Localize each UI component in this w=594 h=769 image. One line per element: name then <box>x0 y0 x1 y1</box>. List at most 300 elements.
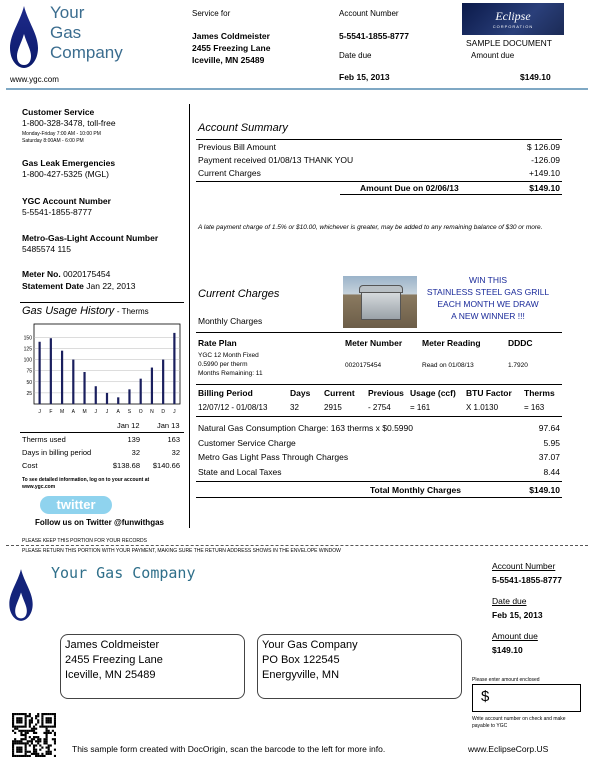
qr-module <box>41 715 43 717</box>
qr-module <box>25 723 27 725</box>
rate-plan-header: Rate Plan <box>198 338 237 348</box>
charges-rule-2 <box>196 384 562 385</box>
qr-module <box>16 740 18 742</box>
summary-row-value: $ 126.09 <box>526 142 560 152</box>
qr-module <box>39 744 41 746</box>
chart-y-tick-label: 125 <box>23 346 32 353</box>
qr-module <box>14 738 16 740</box>
usage-col-jan13: Jan 13 <box>157 421 180 430</box>
qr-module <box>50 719 52 721</box>
charge-line-label: Natural Gas Consumption Charge: 163 therms x $0.5990 <box>198 423 413 433</box>
charge-line-value: 8.44 <box>543 466 560 477</box>
amount-enclosed-field[interactable] <box>472 684 581 712</box>
promo-line-2: STAINLESS STEEL GAS GRILL <box>426 287 550 297</box>
summary-total-value: $149.10 <box>529 183 560 193</box>
customer-service-hours-saturday: Saturday 8:00AM - 6:00 PM <box>22 138 84 144</box>
qr-module <box>54 755 56 757</box>
qr-module <box>29 721 31 723</box>
qr-module <box>48 719 50 721</box>
gas-flame-logo-icon <box>6 4 42 70</box>
qr-module <box>16 751 18 753</box>
chart-y-tick-label: 25 <box>26 390 32 397</box>
from-address-box <box>60 634 245 699</box>
summary-row-label: Previous Bill Amount <box>198 142 276 152</box>
qr-module <box>43 738 45 740</box>
charges-total-label: Total Monthly Charges <box>370 485 461 495</box>
chart-bar <box>95 386 97 404</box>
qr-module <box>25 715 27 717</box>
chart-y-tick-label: 150 <box>23 335 32 342</box>
qr-module <box>48 751 50 753</box>
qr-module <box>12 719 14 721</box>
statement-date-value: Jan 22, 2013 <box>86 281 136 291</box>
qr-module <box>18 717 20 719</box>
chart-bar <box>50 338 52 404</box>
qr-module <box>22 713 24 715</box>
qr-module <box>16 749 18 751</box>
qr-module <box>54 742 56 744</box>
ygc-account-title: YGC Account Number <box>22 196 111 206</box>
qr-module <box>12 755 14 757</box>
usage-row-jan12: 139 <box>127 435 140 444</box>
qr-module <box>20 713 22 715</box>
qr-module <box>35 749 37 751</box>
qr-module <box>48 713 50 715</box>
meter-number-value: 0020175454 <box>63 269 111 279</box>
qr-module <box>54 721 56 723</box>
gas-leak-title: Gas Leak Emergencies <box>22 158 116 168</box>
qr-module <box>35 744 37 746</box>
qr-module <box>37 755 39 757</box>
qr-module <box>33 730 35 732</box>
qr-module <box>33 749 35 751</box>
chart-x-tick-label: N <box>150 409 154 415</box>
qr-module <box>43 713 45 715</box>
qr-module <box>50 726 52 728</box>
chart-bar <box>173 333 175 404</box>
chart-bar <box>117 397 119 404</box>
current-charges-title: Current Charges <box>198 288 280 300</box>
dddc-value-cell: 1.7920 <box>508 362 528 369</box>
summary-rule-3 <box>340 194 562 195</box>
chart-bar <box>83 372 85 404</box>
qr-module <box>16 717 18 719</box>
statement-date-line <box>22 281 135 291</box>
mgl-account-title: Metro-Gas-Light Account Number <box>22 233 159 243</box>
qr-module <box>25 713 27 715</box>
charge-lines <box>198 421 560 479</box>
chart-x-tick-label: M <box>82 409 87 415</box>
usage-history-unit: - Therms <box>116 307 149 316</box>
mgl-account-number: 5485574 115 <box>22 244 72 254</box>
qr-module <box>41 755 43 757</box>
usage-row-label: Days in billing period <box>22 448 92 457</box>
chart-bar <box>106 393 108 404</box>
chart-x-tick-label: J <box>173 409 176 415</box>
promo-line-1: WIN THIS <box>468 275 508 285</box>
qr-module <box>46 728 48 730</box>
billing-value-cell: X 1.0130 <box>466 403 499 412</box>
qr-module <box>54 719 56 721</box>
promo-line-4: A NEW WINNER !!! <box>451 311 525 321</box>
usage-row-label: Therms used <box>22 435 66 444</box>
charge-line <box>198 436 560 451</box>
qr-module <box>12 742 14 744</box>
qr-module <box>27 742 29 744</box>
qr-module <box>20 730 22 732</box>
qr-module <box>48 732 50 734</box>
write-account-note: Write account number on check and make payable to YGC <box>472 716 566 729</box>
qr-module <box>14 732 16 734</box>
chart-x-tick-label: J <box>105 409 109 415</box>
qr-module <box>18 726 20 728</box>
stub-account-number: 5-5541-1855-8777 <box>492 575 562 585</box>
qr-module <box>22 726 24 728</box>
qr-module <box>35 755 37 757</box>
qr-module <box>22 734 24 736</box>
chart-bar <box>72 360 74 404</box>
charge-line <box>198 450 560 465</box>
qr-module <box>20 738 22 740</box>
grill-photo <box>343 276 417 328</box>
twitter-logo[interactable] <box>40 496 112 514</box>
meter-number-label: Meter No. <box>22 269 61 279</box>
sample-document-label: SAMPLE DOCUMENT <box>466 38 552 48</box>
qr-module <box>35 732 37 734</box>
customer-service-hours-weekday: Monday-Friday 7:00 AM - 10:00 PM <box>22 131 101 137</box>
qr-module <box>50 732 52 734</box>
summary-row-label: Current Charges <box>198 168 261 178</box>
qr-module <box>35 715 37 717</box>
qr-module <box>14 742 16 744</box>
chart-x-tick-label: M <box>59 409 65 415</box>
summary-rule-1 <box>196 139 562 140</box>
charge-line-label: Metro Gas Light Pass Through Charges <box>198 452 349 462</box>
usage-row-jan13: 163 <box>167 435 180 444</box>
chart-x-tick-label: A <box>116 409 120 415</box>
qr-module <box>33 751 35 753</box>
stub-gas-flame-logo-icon <box>6 560 36 630</box>
charge-line-value: 5.95 <box>543 437 560 448</box>
qr-module <box>31 717 33 719</box>
promo-line-3: EACH MONTH WE DRAW <box>437 299 539 309</box>
customer-name: James Coldmeister <box>192 31 270 41</box>
from-name: James Coldmeister <box>65 639 160 651</box>
qr-module <box>37 742 39 744</box>
chart-y-tick-label: 100 <box>23 357 32 364</box>
qr-module <box>54 717 56 719</box>
billing-value-cell: = 163 <box>524 403 545 412</box>
usage-col-jan12: Jan 12 <box>117 421 140 430</box>
usage-history-top-rule <box>20 302 184 303</box>
qr-module <box>48 721 50 723</box>
qr-module <box>46 751 48 753</box>
stub-account-number-label: Account Number <box>492 561 556 571</box>
qr-module <box>12 713 14 715</box>
qr-module <box>52 730 54 732</box>
qr-module <box>20 747 22 749</box>
qr-module <box>54 726 56 728</box>
gas-leak-phone: 1-800-427-5325 (MGL) <box>22 169 109 179</box>
date-due-label: Date due <box>339 51 372 60</box>
dollar-sign: $ <box>481 688 490 705</box>
qr-module <box>46 721 48 723</box>
qr-module <box>29 751 31 753</box>
qr-module <box>37 740 39 742</box>
stub-company-name: Your Gas Company <box>51 564 196 582</box>
to-address-line2: Energyville, MN <box>262 669 340 681</box>
qr-barcode-icon <box>12 713 56 757</box>
qr-module <box>33 736 35 738</box>
chart-x-tick-label: S <box>127 409 132 415</box>
qr-module <box>54 715 56 717</box>
qr-module <box>25 736 27 738</box>
usage-row-jan12: 32 <box>131 448 140 457</box>
billing-header-row <box>198 388 560 400</box>
qr-module <box>33 726 35 728</box>
stub-date-due: Feb 15, 2013 <box>492 610 543 620</box>
qr-module <box>25 719 27 721</box>
qr-module <box>37 713 39 715</box>
account-number: 5-5541-1855-8777 <box>339 31 409 41</box>
qr-module <box>43 740 45 742</box>
billing-value-cell: - 2754 <box>368 403 391 412</box>
usage-table-row <box>22 435 182 448</box>
qr-module <box>25 734 27 736</box>
qr-module <box>31 738 33 740</box>
qr-module <box>18 751 20 753</box>
eclipse-logo-text: Eclipse <box>495 9 531 23</box>
qr-module <box>39 738 41 740</box>
qr-module <box>50 744 52 746</box>
chart-y-tick-label: 50 <box>26 379 32 386</box>
qr-module <box>46 740 48 742</box>
chart-bar <box>39 342 41 404</box>
chart-bar <box>128 389 130 404</box>
qr-module <box>48 747 50 749</box>
qr-module <box>29 715 31 717</box>
qr-module <box>25 751 27 753</box>
qr-module <box>29 719 31 721</box>
grill-body-icon <box>361 290 401 320</box>
qr-module <box>12 744 14 746</box>
qr-module <box>46 713 48 715</box>
account-summary-rows <box>198 141 560 180</box>
qr-module <box>33 732 35 734</box>
charge-line <box>198 465 560 480</box>
qr-module <box>20 751 22 753</box>
twitter-follow-text[interactable]: Follow us on Twitter @funwithgas <box>35 518 164 527</box>
charges-rule-5 <box>196 497 562 498</box>
qr-module <box>52 713 54 715</box>
stub-amount-due-label: Amount due <box>492 631 538 641</box>
account-summary-title: Account Summary <box>198 122 288 134</box>
summary-row-value: -126.09 <box>531 155 560 165</box>
qr-module <box>27 740 29 742</box>
qr-module <box>46 753 48 755</box>
qr-module <box>29 730 31 732</box>
qr-module <box>43 726 45 728</box>
qr-module <box>39 726 41 728</box>
promo-text <box>418 274 558 322</box>
qr-module <box>33 744 35 746</box>
grill-lid-icon <box>359 285 403 293</box>
from-address-line2: Iceville, MN 25489 <box>65 669 156 681</box>
chart-x-tick-label: D <box>161 409 165 415</box>
qr-module <box>20 719 22 721</box>
qr-module <box>18 749 20 751</box>
qr-module <box>35 717 37 719</box>
qr-module <box>41 726 43 728</box>
qr-module <box>41 753 43 755</box>
qr-module <box>20 734 22 736</box>
qr-module <box>46 726 48 728</box>
chart-x-tick-label: O <box>138 409 143 415</box>
qr-module <box>39 749 41 751</box>
qr-module <box>16 747 18 749</box>
qr-module <box>37 736 39 738</box>
charges-total-row <box>370 485 560 495</box>
qr-module <box>16 728 18 730</box>
customer-address-line1: 2455 Freezing Lane <box>192 43 271 53</box>
qr-module <box>22 730 24 732</box>
chart-bar <box>61 351 63 404</box>
footer-text: This sample form created with DocOrigin, scan the barcode to the left for more info. <box>72 744 386 754</box>
qr-module <box>12 753 14 755</box>
qr-module <box>18 719 20 721</box>
qr-module <box>35 736 37 738</box>
usage-table-row <box>22 461 182 474</box>
keep-portion-note: PLEASE KEEP THIS PORTION FOR YOUR RECORDS <box>22 538 147 544</box>
qr-module <box>35 753 37 755</box>
chart-bar <box>151 368 153 404</box>
qr-module <box>16 726 18 728</box>
qr-module <box>18 742 20 744</box>
amount-due-label: Amount due <box>471 51 515 60</box>
qr-module <box>39 740 41 742</box>
qr-module <box>18 721 20 723</box>
qr-module <box>18 755 20 757</box>
chart-x-tick-label: J <box>38 409 41 415</box>
qr-module <box>29 744 31 746</box>
qr-module <box>39 755 41 757</box>
charge-line-value: 37.07 <box>538 452 560 462</box>
dddc-header: DDDC <box>508 338 533 348</box>
qr-module <box>25 721 27 723</box>
qr-module <box>31 742 33 744</box>
charge-line-label: State and Local Taxes <box>198 466 282 477</box>
billing-value-cell: 2915 <box>324 403 342 412</box>
meter-number-value-cell: 0020175454 <box>345 362 382 369</box>
qr-module <box>35 723 37 725</box>
usage-row-jan13: $140.66 <box>152 461 180 470</box>
qr-module <box>14 755 16 757</box>
qr-module <box>27 732 29 734</box>
qr-module <box>48 744 50 746</box>
qr-module <box>46 736 48 738</box>
qr-module <box>22 742 24 744</box>
customer-service-title: Customer Service <box>22 107 95 117</box>
billing-header-cell: Days <box>290 388 311 398</box>
qr-module <box>41 723 43 725</box>
summary-row-value: +149.10 <box>529 168 560 178</box>
billing-value-cell: 12/07/12 - 01/08/13 <box>198 403 268 412</box>
billing-value-cell: = 161 <box>410 403 431 412</box>
usage-history-title: Gas Usage History <box>22 305 115 317</box>
qr-module <box>50 753 52 755</box>
qr-module <box>54 740 56 742</box>
chart-bar <box>162 360 164 404</box>
qr-module <box>12 747 14 749</box>
usage-history-heading <box>22 305 149 317</box>
qr-module <box>31 730 33 732</box>
qr-module <box>46 742 48 744</box>
qr-module <box>14 726 16 728</box>
to-address-box <box>257 634 462 699</box>
rate-plan-line1: YGC 12 Month Fixed <box>198 352 259 359</box>
qr-module <box>29 755 31 757</box>
qr-module <box>54 749 56 751</box>
usage-row-jan12: $138.68 <box>112 461 140 470</box>
qr-module <box>35 751 37 753</box>
charges-rule-3 <box>196 416 562 417</box>
qr-module <box>12 715 14 717</box>
usage-row-label: Cost <box>22 461 38 470</box>
customer-address-line2: Iceville, MN 25489 <box>192 55 265 65</box>
usage-table-rule <box>20 432 184 433</box>
qr-module <box>43 732 45 734</box>
summary-total-label: Amount Due on 02/06/13 <box>360 183 459 193</box>
eclipse-logo-subtext: CORPORATION <box>492 24 534 29</box>
qr-module <box>20 742 22 744</box>
statement-date-label: Statement Date <box>22 281 84 291</box>
summary-row <box>198 167 560 180</box>
charge-line <box>198 421 560 436</box>
charges-rule-1 <box>196 332 562 333</box>
usage-table-row <box>22 448 182 461</box>
qr-module <box>25 738 27 740</box>
qr-module <box>12 721 14 723</box>
qr-module <box>31 721 33 723</box>
footer-url[interactable]: www.EclipseCorp.US <box>468 744 549 754</box>
billing-header-cell: Usage (ccf) <box>410 388 456 398</box>
qr-module <box>46 730 48 732</box>
summary-total-row <box>360 183 560 193</box>
summary-rule-2 <box>196 181 562 182</box>
qr-module <box>48 717 50 719</box>
usage-history-chart <box>20 320 186 416</box>
qr-module <box>27 751 29 753</box>
qr-module <box>54 713 56 715</box>
qr-module <box>20 721 22 723</box>
qr-module <box>25 732 27 734</box>
qr-module <box>25 749 27 751</box>
qr-module <box>27 730 29 732</box>
perforation-line <box>6 545 588 546</box>
qr-module <box>20 749 22 751</box>
charges-total-value: $149.10 <box>529 485 560 495</box>
service-for-label: Service for <box>192 9 231 18</box>
qr-module <box>16 719 18 721</box>
qr-module <box>52 726 54 728</box>
qr-module <box>18 740 20 742</box>
summary-row <box>198 141 560 154</box>
qr-module <box>18 713 20 715</box>
qr-module <box>46 747 48 749</box>
twitter-logo-text: twitter <box>56 497 96 512</box>
qr-module <box>48 730 50 732</box>
qr-module <box>29 723 31 725</box>
